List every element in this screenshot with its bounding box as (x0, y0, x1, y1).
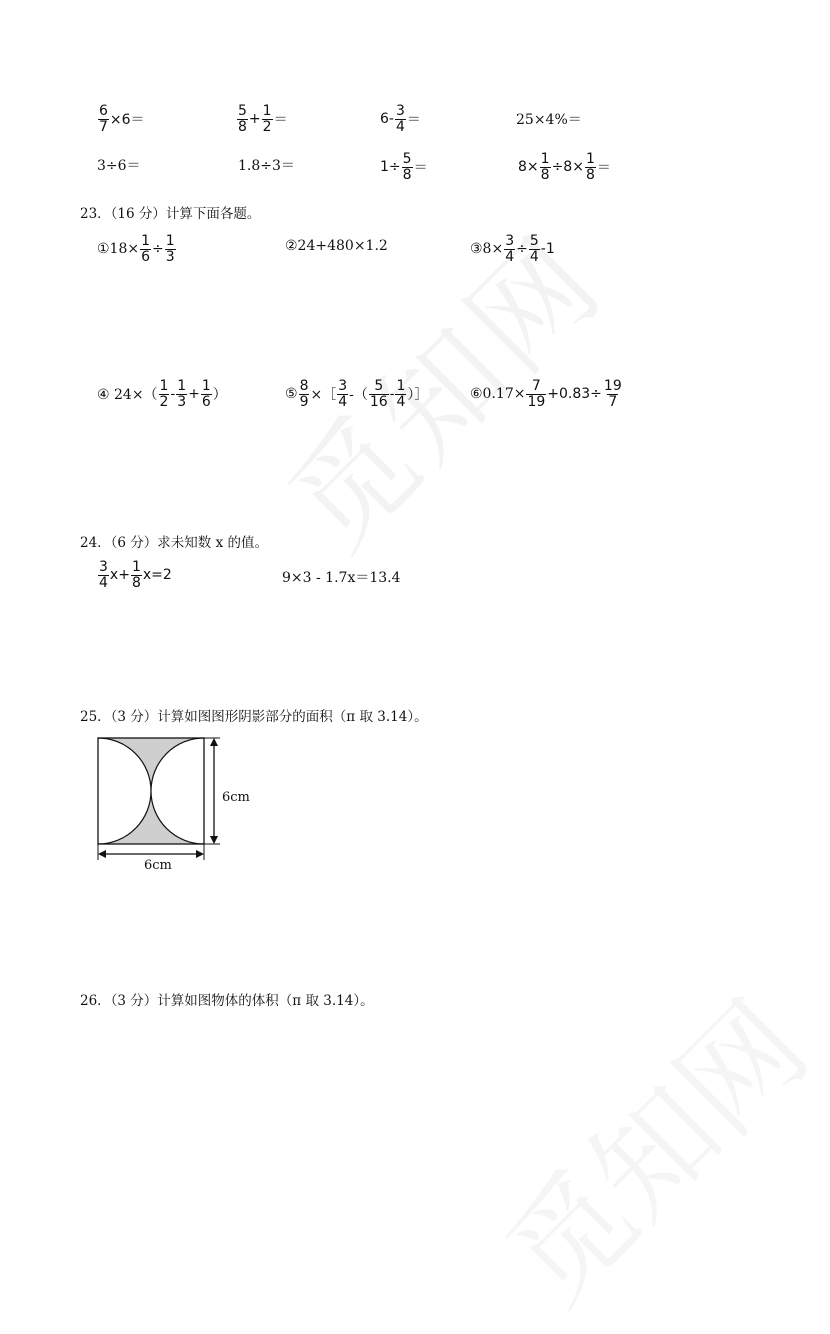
q23-problem-4: ④ 24×（ $\frac{1}{2}$ - $\frac{1}{3}$ + $\frac{1}{6}$ ） (97, 378, 227, 410)
q22-r2-a: 3÷6＝ (97, 158, 141, 174)
q22-r2-b: 1.8÷3＝ (238, 158, 295, 174)
q22-r1-c: 6- $\frac{3}{4}$ ＝ (380, 103, 421, 135)
q22-r2-c: 1÷ $\frac{5}{8}$ ＝ (380, 151, 428, 183)
q26-heading: 26．（3 分）计算如图物体的体积（π 取 3.14）。 (80, 993, 374, 1009)
q23-heading: 23．（16 分）计算下面各题。 (80, 206, 261, 222)
q23-problem-2: ②24+480×1.2 (285, 238, 388, 254)
q24-equation-2: 9×3 - 1.7x＝13.4 (282, 570, 401, 586)
height-label: 6cm (222, 790, 250, 805)
q25-heading: 25．（3 分）计算如图图形阴影部分的面积（π 取 3.14）。 (80, 709, 428, 725)
q23-problem-1: ①18× $\frac{1}{6}$ ÷ $\frac{1}{3}$ (97, 233, 175, 265)
width-label: 6cm (144, 858, 172, 873)
q22-r1-b: $\frac{5}{8}$ + $\frac{1}{2}$ ＝ (238, 103, 288, 135)
q22-r1-a: $\frac{6}{7}$ ×6＝ (99, 103, 145, 135)
q22-r2-d: 8× $\frac{1}{8}$ ÷8× $\frac{1}{8}$ ＝ (518, 151, 611, 183)
watermark-bottom (462, 958, 830, 1334)
shaded-area-figure (90, 730, 260, 880)
q23-problem-5: ⑤ $\frac{8}{9}$ ×［ $\frac{3}{4}$ -（ $\frac{5}{16}$ - $\frac{1}{4}$ ）］ (285, 378, 429, 410)
q23-problem-3: ③8× $\frac{3}{4}$ ÷ $\frac{5}{4}$ -1 (470, 233, 555, 265)
q24-heading: 24．（6 分）求未知数 x 的值。 (80, 535, 269, 551)
q23-problem-6: ⑥0.17× $\frac{7}{19}$ +0.83÷ $\frac{19}{7}$ (470, 378, 622, 410)
q24-equation-1: $\frac{3}{4}$ x+ $\frac{1}{8}$ x=2 (99, 559, 172, 591)
q22-r1-d: 25×4%＝ (516, 112, 582, 128)
